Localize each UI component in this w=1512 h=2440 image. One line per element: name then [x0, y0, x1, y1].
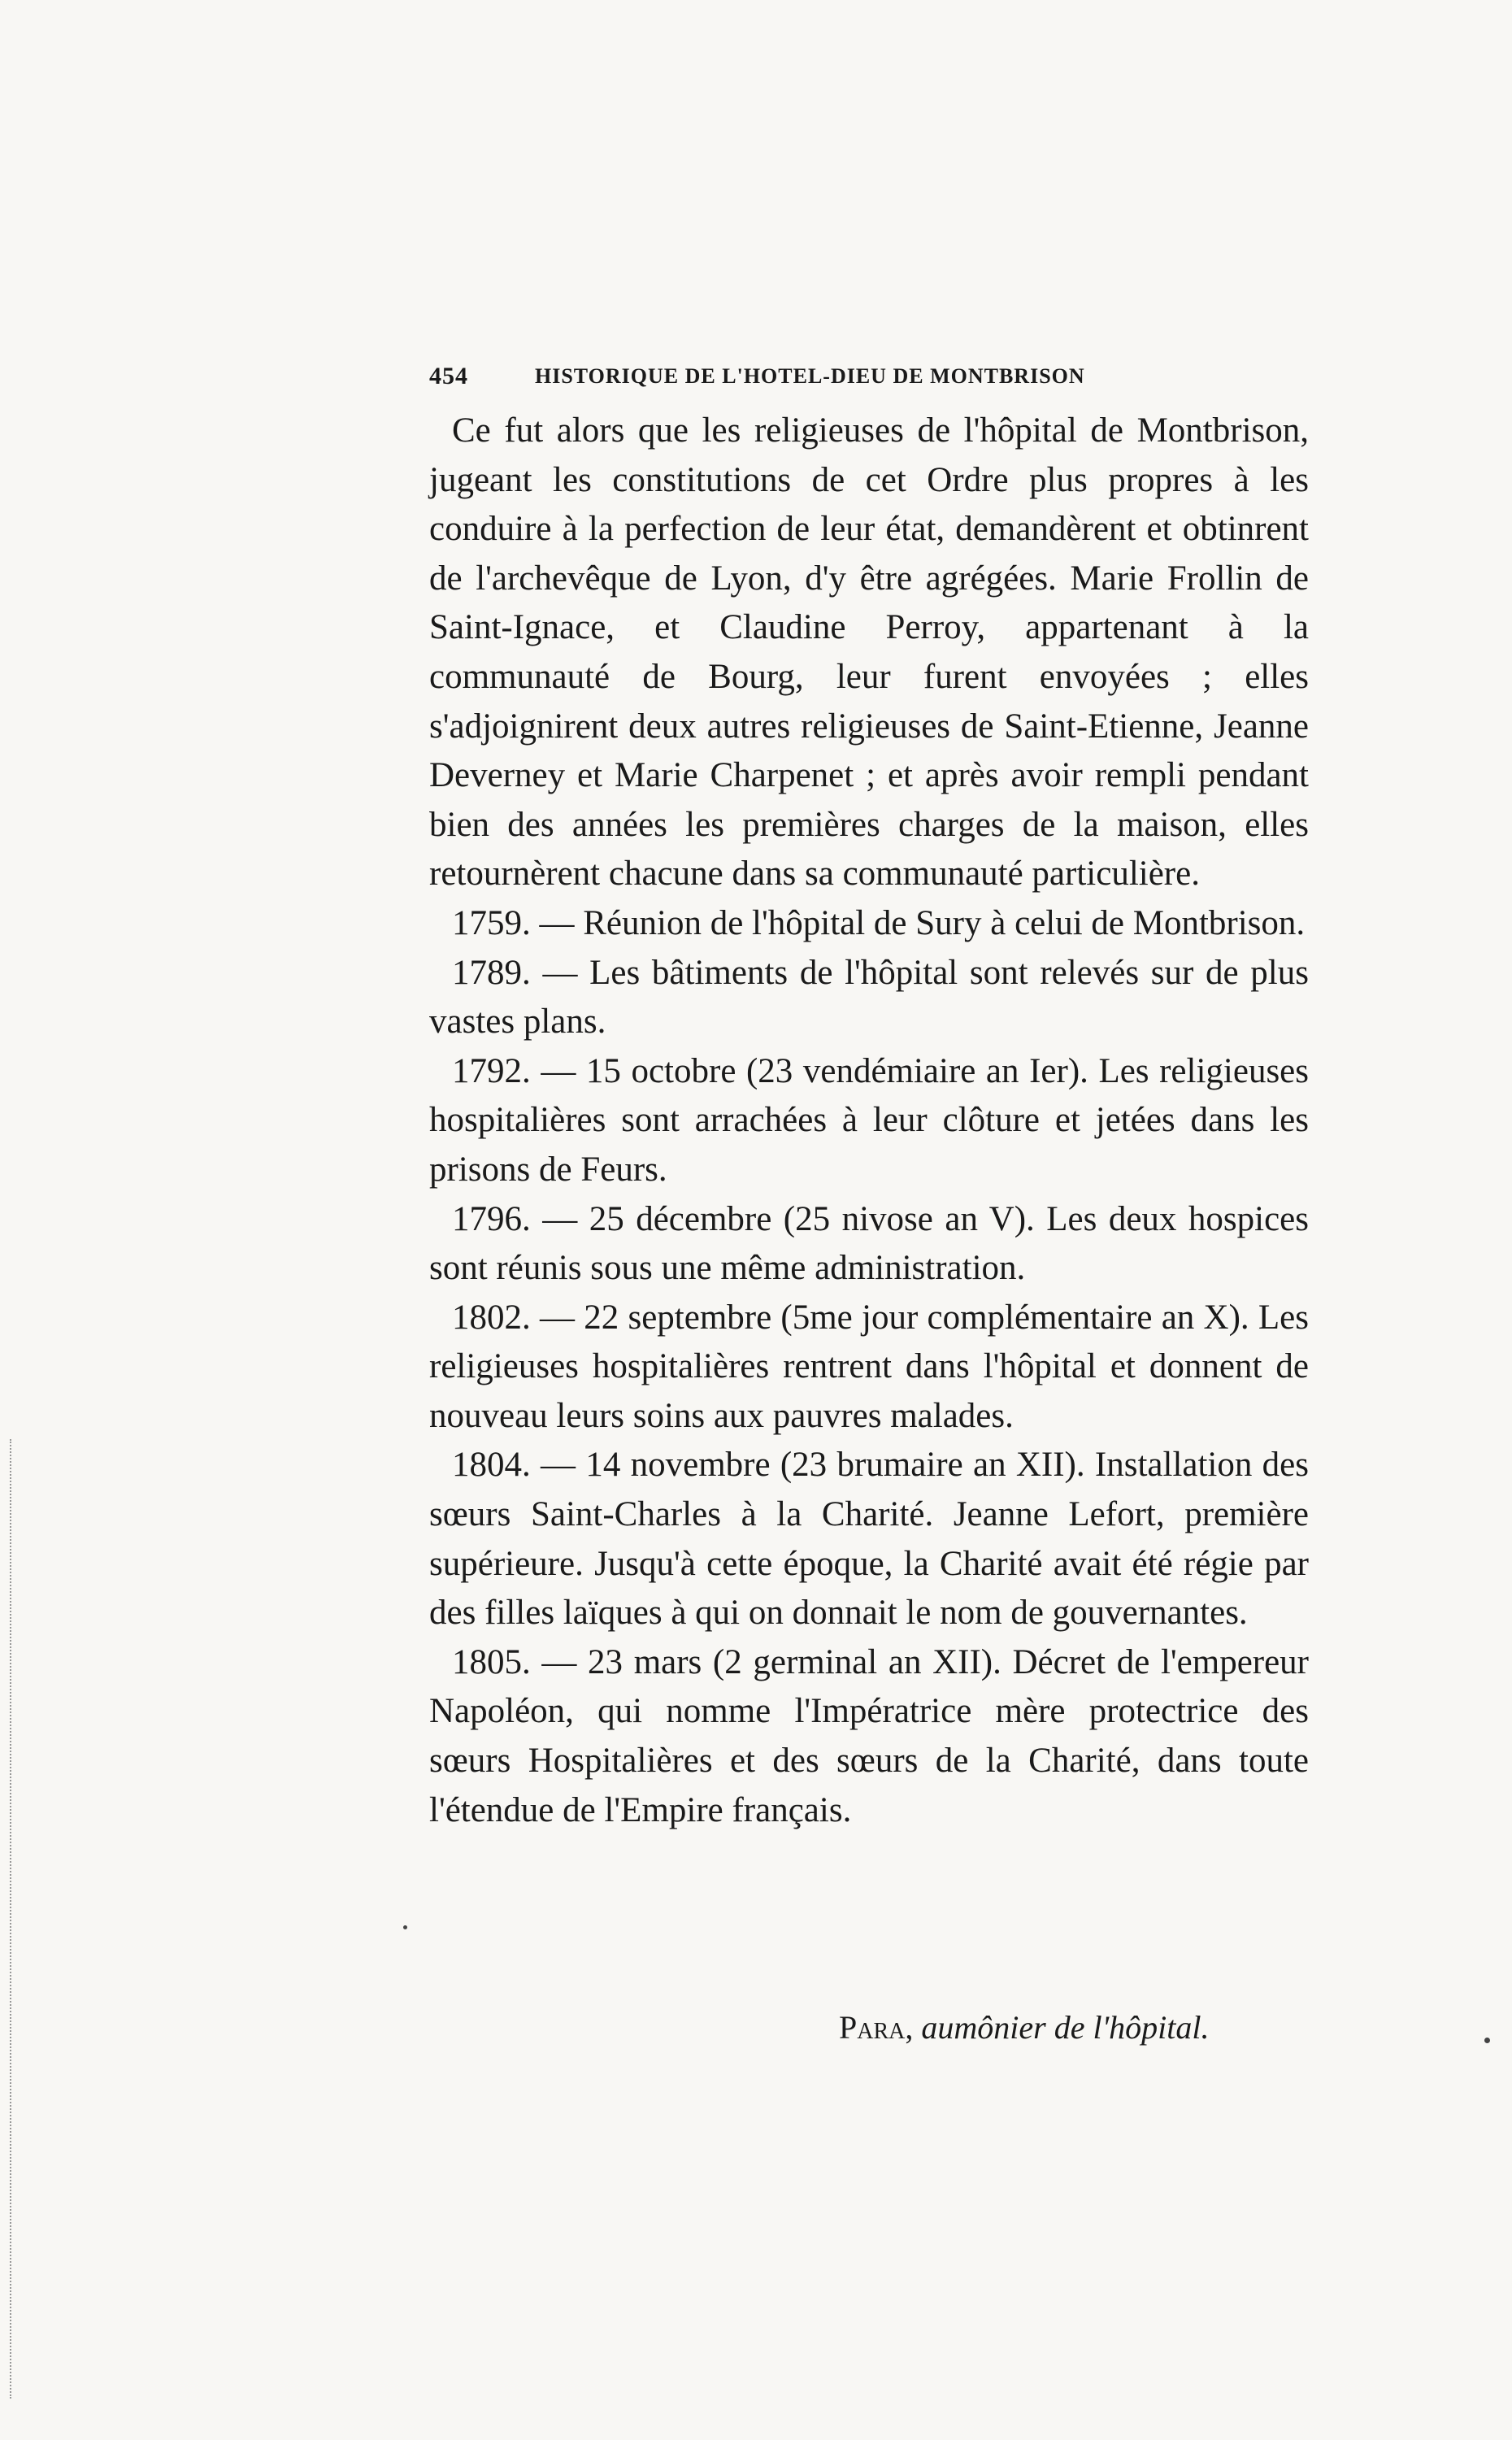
paragraph-1796: 1796. — 25 décembre (25 nivose an V). Les deux hospices sont réunis sous une même administration. — [429, 1199, 1309, 1288]
paragraph-intro: Ce fut alors que les religieuses de l'hôpital de Montbrison, jugeant les constitutions de cet Ordre plus propres à les conduire à la perfection de leur état, demandèrent et obtinrent de l'archevêque de Lyon, d'y être agrégées. Marie Frollin de Saint-Ignace, et Claudine Perroy, appartenant à la communauté de Bourg, leur furent envoyées ; elles s'adjoignirent deux autres religieuses de Saint-Etienne, Jeanne Deverney et Marie Charpenet ; et après avoir rempli pendant bien des années les premières charges de la maison, elles retournèrent chacune dans sa communauté particulière. — [429, 411, 1309, 894]
paragraph-1789: 1789. — Les bâtiments de l'hôpital sont relevés sur de plus vastes plans. — [429, 953, 1309, 1042]
running-header — [429, 363, 1323, 395]
scan-speck — [1484, 2038, 1490, 2043]
paragraph-1804: 1804. — 14 novembre (23 brumaire an XII). Installation des sœurs Saint-Charles à la Charité. Jeanne Lefort, première supérieure. Jusqu'à cette époque, la Charité avait été régie par des filles laïques à qui on donnait le nom de gouvernantes. — [429, 1446, 1309, 1633]
signature-name: Para, — [839, 2009, 914, 2046]
scan-speck — [403, 1925, 407, 1929]
signature — [839, 2008, 1327, 2046]
paragraph-1759: 1759. — Réunion de l'hôpital de Sury à celui de Montbrison. — [452, 903, 1306, 942]
body-text — [429, 407, 1309, 1835]
signature-role: aumônier de l'hôpital. — [921, 2009, 1210, 2046]
page-number: 454 — [429, 363, 468, 389]
paragraph-1805: 1805. — 23 mars (2 germinal an XII). Décret de l'empereur Napoléon, qui nomme l'Impératrice mère protectrice des sœurs Hospitalières et des sœurs de la Charité, dans toute l'étendue de l'Empire français. — [429, 1642, 1309, 1829]
paragraph-1792: 1792. — 15 octobre (23 vendémiaire an Ier). Les religieuses hospitalières sont arrachées à leur clôture et jetées dans les prisons de Feurs. — [429, 1051, 1309, 1189]
running-title: HISTORIQUE DE L'HOTEL-DIEU DE MONTBRISON — [535, 364, 1085, 388]
paragraph-1802: 1802. — 22 septembre (5me jour complémentaire an X). Les religieuses hospitalières rentrent dans l'hôpital et donnent de nouveau leurs soins aux pauvres malades. — [429, 1298, 1309, 1435]
scan-margin-rule — [10, 1439, 11, 2399]
